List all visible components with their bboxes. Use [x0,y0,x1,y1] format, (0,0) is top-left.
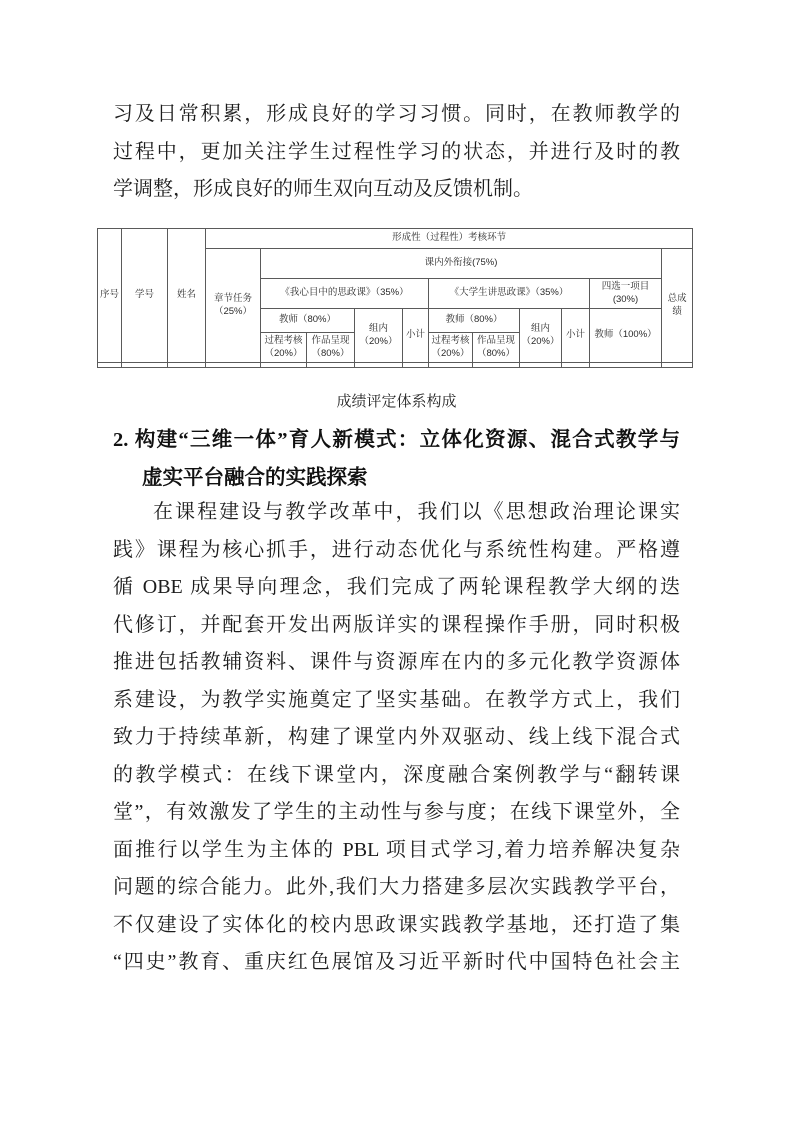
table-empty-cell [429,363,473,368]
body-paragraph-line: 循 OBE 成果导向理念，我们完成了两轮课程教学大纲的迭 [113,576,680,598]
body-paragraph-line: 致力于持续革新，构建了课堂内外双驱动、线上线下混合式 [113,726,680,748]
body-paragraph-line: “四史”教育、重庆红色展馆及习近平新时代中国特色社会主 [113,951,680,973]
table-header-subtotal: 小计 [562,309,590,363]
top-paragraph-line: 学调整，形成良好的师生双向互动及反馈机制。 [113,178,533,200]
table-header-teacher-100: 教师（100%） [590,309,662,363]
section-heading-line1 [113,421,680,459]
section-heading-line2: 虚实平台融合的实践探索 [142,467,368,489]
table-header-process-assess: 过程考核（20%） [429,333,473,363]
table-header-chapter-task: 章节任务（25%） [206,249,261,363]
table-empty-cell [307,363,355,368]
table-empty-cell [473,363,520,368]
body-paragraph-line: 不仅建设了实体化的校内思政课实践教学基地，还打造了集 [113,913,680,936]
table-header-index: 序号 [98,229,122,363]
section-heading-text: 构建“三维一体”育人新模式：立体化资源、混合式教学与 [134,429,681,451]
table-header-student-id: 学号 [122,229,168,363]
body-paragraph-line: 践》课程为核心抓手，进行动态优化与系统性构建。严格遵 [113,538,680,561]
table-empty-cell [355,363,403,368]
table-empty-cell [206,363,261,368]
top-paragraph-line: 习及日常积累，形成良好的学习习惯。同时，在教师教学的 [113,103,680,125]
body-paragraph-line: 问题的综合能力。此外,我们大力搭建多层次实践教学平台， [113,876,680,898]
body-paragraph-line: 在课程建设与教学改革中，我们以《思想政治理论课实 [153,501,680,523]
table-header-work-present: 作品呈现（80%） [307,333,355,363]
table-header-work-present: 作品呈现（80%） [473,333,520,363]
table-empty-cell [98,363,122,368]
table-empty-cell [403,363,429,368]
table-header-in-out-class: 课内外衔接(75%) [261,249,662,279]
table-empty-cell [122,363,168,368]
table-header-process-assess: 过程考核（20%） [261,333,307,363]
body-paragraph-line: 面推行以学生为主体的 PBL 项目式学习,着力培养解决复杂 [113,838,680,861]
table-empty-cell [590,363,662,368]
table-header-course-a: 《我心目中的思政课》（35%） [261,279,429,309]
table-empty-cell [520,363,562,368]
body-paragraph [113,494,680,982]
table-empty-cell [168,363,206,368]
table-header-project: 四选一项目(30%) [590,279,662,309]
table-empty-cell [562,363,590,368]
table-caption: 成绩评定体系构成 [336,394,457,410]
section-heading-number: 2. [113,429,129,451]
table-header-teacher-80: 教师（80%） [261,309,355,333]
table-header-group-20: 组内（20%） [520,309,562,363]
section-heading [113,421,680,497]
table-header-group-20: 组内（20%） [355,309,403,363]
table-header-total-score: 总成绩 [662,249,693,363]
body-paragraph-line: 系建设，为教学实施奠定了坚实基础。在教学方式上，我们 [113,688,680,711]
top-paragraph-line: 过程中，更加关注学生过程性学习的状态，并进行及时的教 [113,140,680,163]
table-header-subtotal: 小计 [403,309,429,363]
table-header-course-b: 《大学生讲思政课》（35%） [429,279,590,309]
body-paragraph-line: 推进包括教辅资料、课件与资源库在内的多元化教学资源体 [113,651,680,673]
table-header-formative: 形成性（过程性）考核环节 [206,229,693,249]
body-paragraph-line: 的教学模式：在线下课堂内，深度融合案例教学与“翻转课 [113,763,680,786]
table-header-teacher-80: 教师（80%） [429,309,520,333]
table-empty-cell [261,363,307,368]
table-header-name: 姓名 [168,229,206,363]
table-empty-cell [662,363,693,368]
body-paragraph-line: 堂”，有效激发了学生的主动性与参与度；在线下课堂外，全 [113,801,680,823]
top-paragraph [113,96,680,209]
grade-structure-table [97,228,693,368]
body-paragraph-line: 代修订，并配套开发出两版详实的课程操作手册，同时积极 [113,613,680,636]
